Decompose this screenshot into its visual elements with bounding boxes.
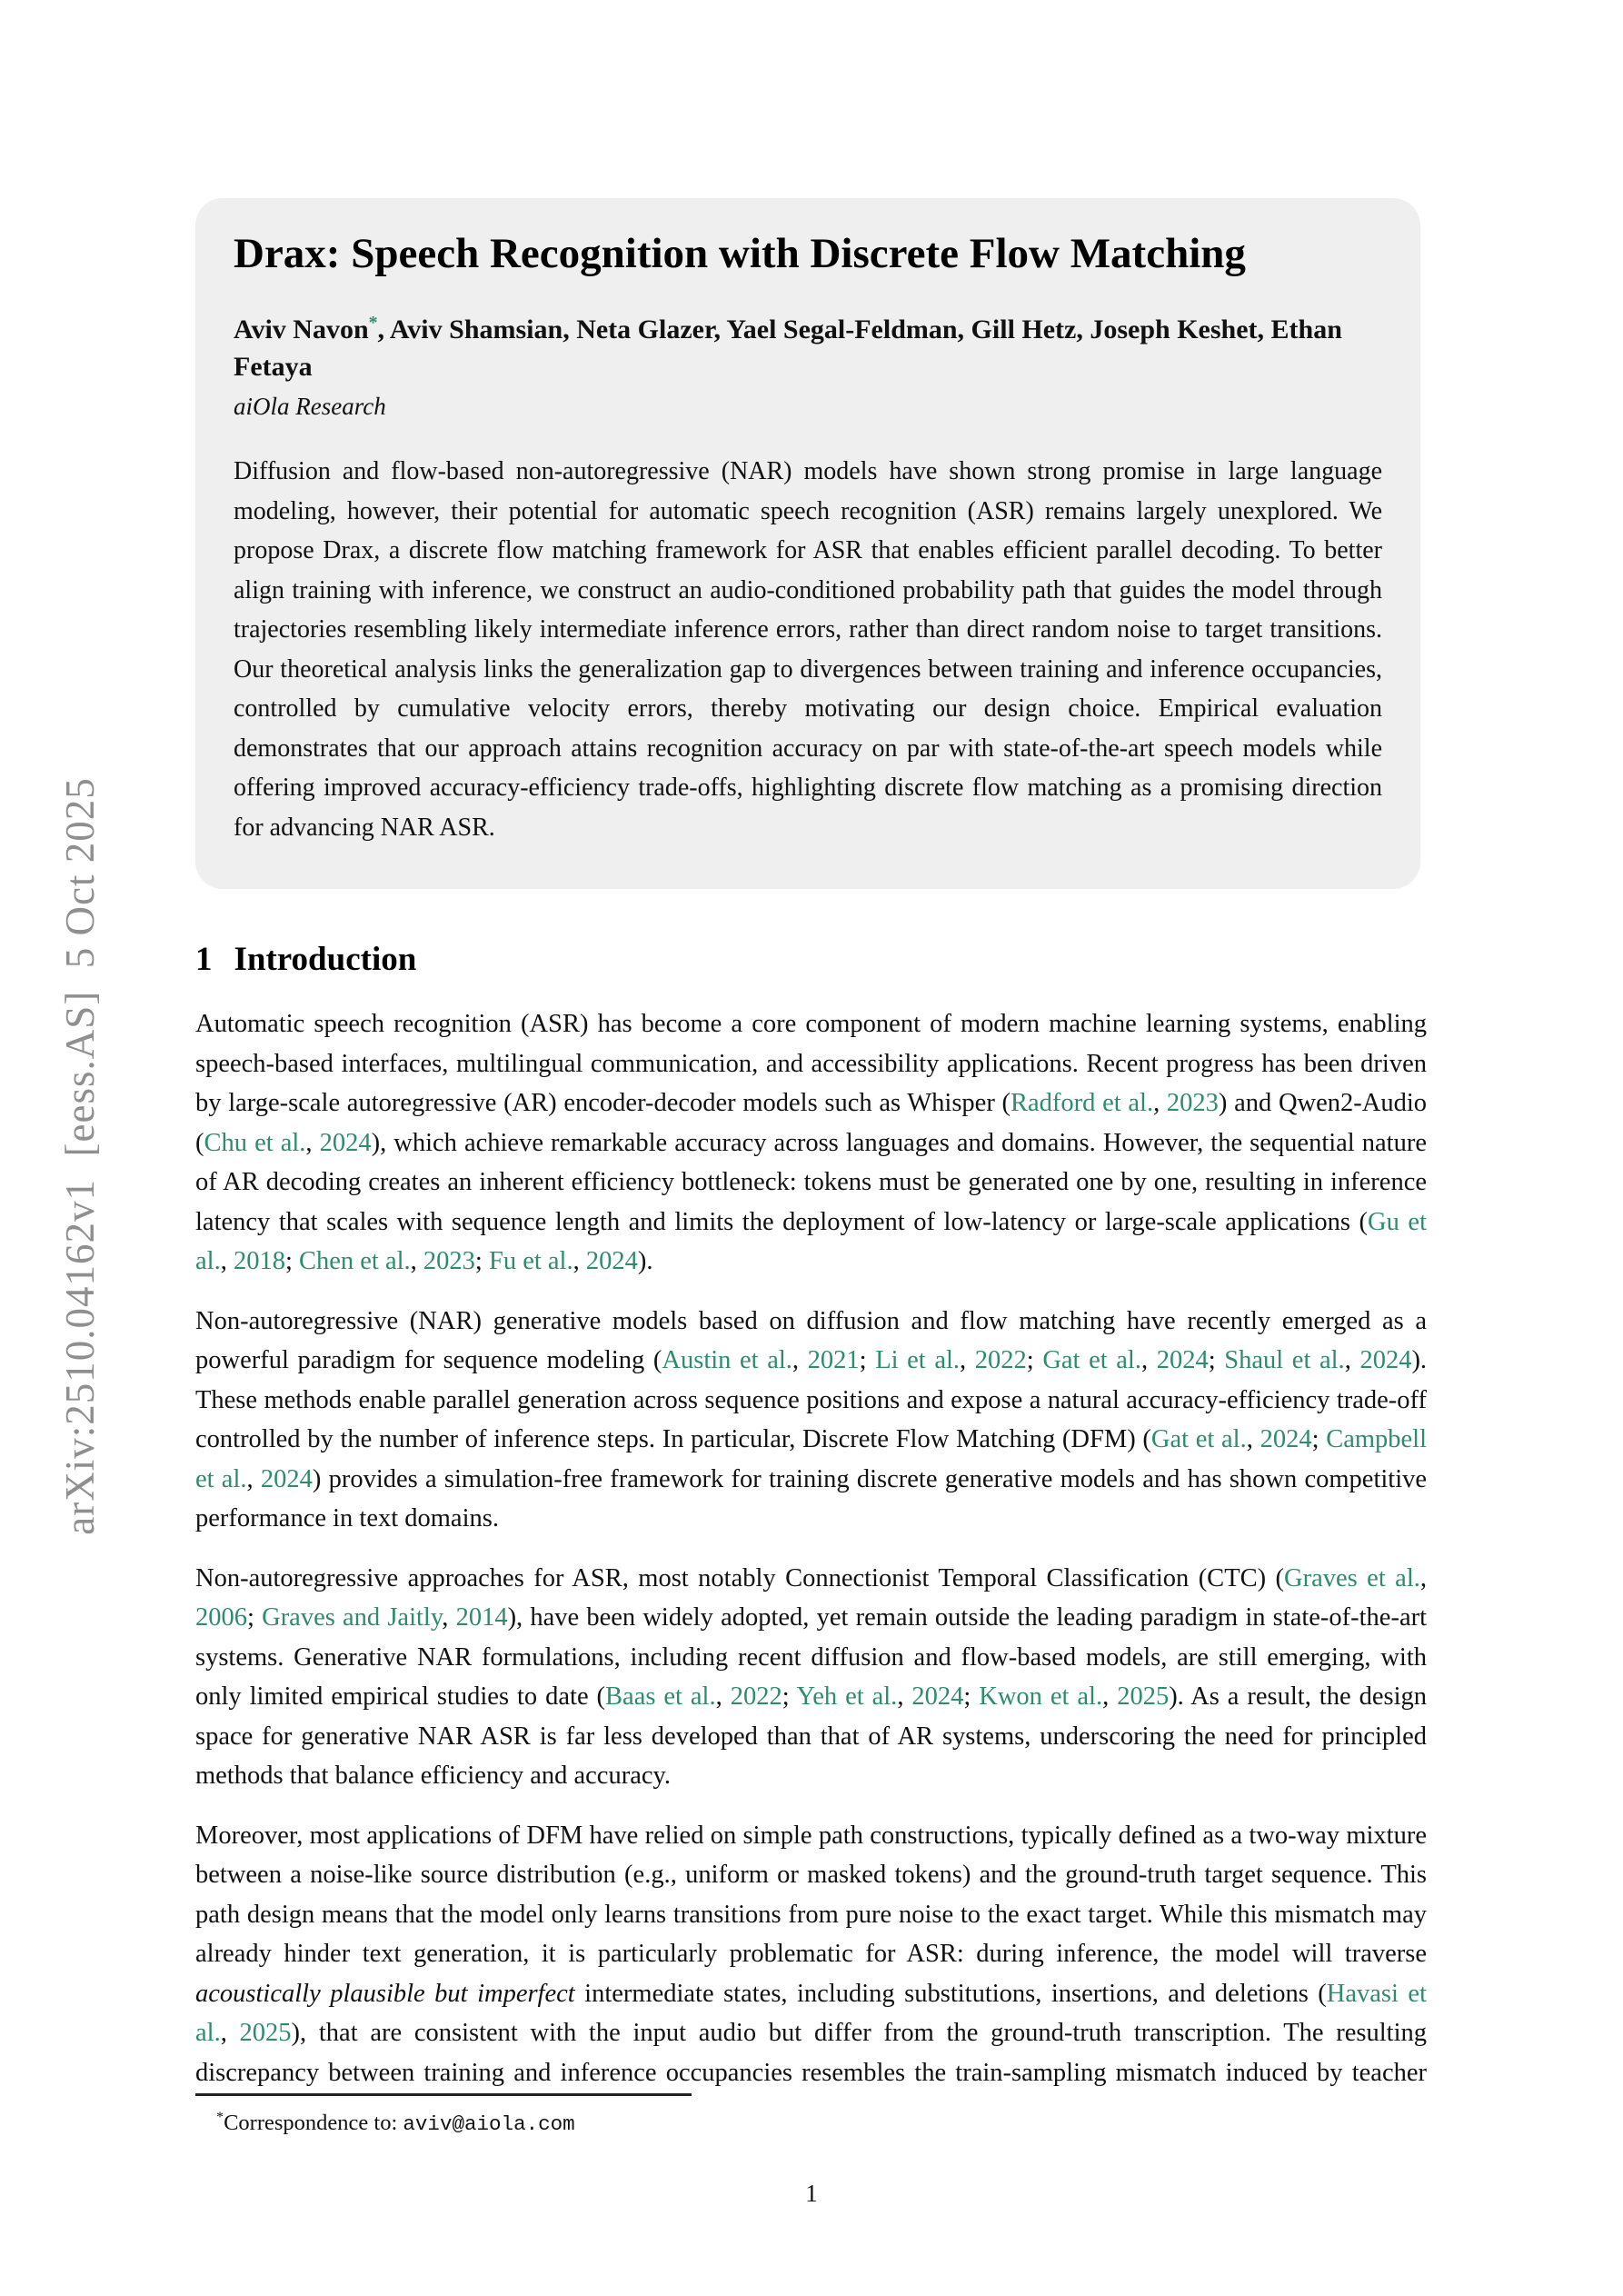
citation-link[interactable]: Austin et al.: [662, 1346, 792, 1374]
citation-link[interactable]: Kwon et al.: [979, 1682, 1103, 1711]
citation-link[interactable]: Yeh et al.: [796, 1682, 898, 1711]
text-segment: ).: [637, 1247, 653, 1275]
citation-link[interactable]: 2025: [1117, 1682, 1170, 1711]
citation-link[interactable]: 2024: [1260, 1425, 1312, 1453]
correspondence-footnote: [216, 2111, 1425, 2136]
text-segment: ,: [305, 1128, 320, 1157]
arxiv-watermark: arXiv:2510.04162v1 [eess.AS] 5 Oct 2025: [57, 777, 103, 1535]
text-segment: ;: [963, 1682, 980, 1711]
text-segment: ), which achieve remarkable accuracy across languages and domains. However, the sequential nature of AR decoding creates an inherent efficiency bottleneck: tokens must be generated one by one, resulting in inference latency that scales with sequence length and limits the deployment of low-latency or large-scale applications (: [195, 1128, 1427, 1236]
citation-link[interactable]: Gat et al.: [1042, 1346, 1141, 1374]
footnote-rule: [195, 2093, 692, 2096]
intro-paragraph-1: [195, 1004, 1427, 1282]
text-segment: *: [216, 2109, 224, 2125]
citation-link[interactable]: 2021: [807, 1346, 860, 1374]
text-segment: ;: [474, 1247, 489, 1275]
citation-link[interactable]: 2024: [319, 1128, 372, 1157]
text-segment: ). As a result, the design space for generative NAR ASR is far less developed than that of AR systems, underscoring the need for principled methods that balance efficiency and accuracy.: [195, 1682, 1427, 1790]
citation-link[interactable]: 2022: [730, 1682, 782, 1711]
text-segment: ,: [220, 2019, 240, 2047]
citation-link[interactable]: Gu et al.: [195, 1207, 1427, 1275]
text-segment: ,: [792, 1346, 808, 1374]
text-segment: ) provides a simulation-free framework for training discrete generative models and has shown competitive performance in text domains.: [195, 1464, 1428, 1532]
citation-link[interactable]: 2006: [195, 1603, 247, 1632]
citation-link[interactable]: Graves and Jaitly: [262, 1603, 443, 1632]
abstract-text: Diffusion and flow-based non-autoregressive (NAR) models have shown strong promise in large language modeling, however, their potential for automatic speech recognition (ASR) remains largely unexplored. We propose Drax, a discrete flow matching framework for ASR that enables efficient parallel decoding. To better align training with inference, we construct an audio-conditioned probability path that guides the model through trajectories resembling likely intermediate inference errors, rather than direct random noise to target transitions. Our theoretical analysis links the generalization gap to divergences between training and inference occupancies, controlled by cumulative velocity errors, thereby motivating our design choice. Empirical evaluation demonstrates that our approach attains recognition accuracy on par with state-of-the-art speech models while offering improved accuracy-efficiency trade-offs, highlighting discrete flow matching as a promising direction for advancing NAR ASR.: [234, 457, 1382, 842]
citation-link[interactable]: Chu et al.: [204, 1128, 306, 1157]
citation-link[interactable]: 2024: [260, 1464, 313, 1493]
citation-link[interactable]: *: [368, 313, 378, 333]
citation-link[interactable]: Chen et al.: [299, 1247, 411, 1275]
text-segment: ). These methods enable parallel generation across sequence positions and expose a natural accuracy-efficiency trade-off controlled by the number of inference steps. In particular, Discrete Flow Matching (DFM) (: [195, 1346, 1428, 1453]
citation-link[interactable]: 2014: [455, 1603, 508, 1632]
citation-link[interactable]: 2022: [974, 1346, 1027, 1374]
text-segment: intermediate states, including substitutions, insertions, and deletions (: [574, 1979, 1327, 2008]
citation-link[interactable]: 2024: [1359, 1346, 1412, 1374]
text-segment: Automatic speech recognition (ASR) has become a core component of modern machine learning systems, enabling speech-based interfaces, multilingual communication, and accessibility applications. Recent progress has been driven by large-scale autoregressive (AR) encoder-decoder models such as Whisper (: [195, 1010, 1427, 1117]
citation-link[interactable]: Graves et al.: [1284, 1563, 1420, 1592]
text-segment: ,: [442, 1603, 456, 1632]
text-segment: Correspondence to:: [224, 2111, 403, 2135]
page-content: [195, 0, 1427, 2112]
text-segment: ;: [247, 1603, 263, 1632]
text-segment: ,: [1246, 1425, 1260, 1453]
citation-link[interactable]: Havasi et al.: [195, 1979, 1427, 2047]
text-segment: ,: [573, 1247, 586, 1275]
text-segment: ,: [1140, 1346, 1157, 1374]
text-segment: ;: [1208, 1346, 1225, 1374]
author-list: [234, 311, 1382, 385]
text-segment: ;: [859, 1346, 876, 1374]
text-segment: ,: [1153, 1089, 1167, 1117]
citation-link[interactable]: 2023: [1166, 1089, 1219, 1117]
section-heading-introduction: [195, 940, 1427, 979]
text-segment: Non-autoregressive approaches for ASR, most notably Connectionist Temporal Classification (CTC) (: [195, 1563, 1285, 1592]
header-card: [195, 198, 1420, 889]
text-segment: aviv@aiola.com: [403, 2112, 575, 2136]
text-segment: acoustically plausible but imperfect: [195, 1979, 575, 2008]
citation-link[interactable]: 2024: [1156, 1346, 1209, 1374]
paper-title: Drax: Speech Recognition with Discrete Flow Matching: [234, 230, 1246, 277]
citation-link[interactable]: Shaul et al.: [1224, 1346, 1345, 1374]
text-segment: ) and Qwen2-Audio (: [195, 1089, 1428, 1157]
citation-link[interactable]: 2023: [423, 1247, 475, 1275]
text-segment: ,: [960, 1346, 975, 1374]
text-segment: Moreover, most applications of DFM have relied on simple path constructions, typically defined as a two-way mixture between a noise-like source distribution (e.g., uniform or masked tokens) and the ground-truth target sequence. This path design means that the model only learns transitions from pure noise to the exact target. While this mismatch may already hinder text generation, it is particularly problematic for ASR: during inference, the model will traverse: [195, 1821, 1427, 1968]
citation-link[interactable]: 2025: [239, 2019, 292, 2047]
text-segment: ;: [1026, 1346, 1043, 1374]
section-title: Introduction: [234, 941, 417, 978]
text-segment: ,: [1344, 1346, 1360, 1374]
text-segment: ;: [1311, 1425, 1327, 1453]
citation-link[interactable]: 2024: [911, 1682, 964, 1711]
section-number: 1: [195, 941, 213, 978]
text-segment: ), that are consistent with the input audio but differ from the ground-truth transcription. The resulting discrepancy between training and inference occupancies resembles the train-sampling mismatch induced by teacher: [195, 2019, 1428, 2087]
text-segment: Non-autoregressive (NAR) generative models based on diffusion and flow matching have recently emerged as a powerful paradigm for sequence modeling (: [195, 1306, 1427, 1374]
affiliation: aiOla Research: [234, 393, 386, 420]
text-segment: ,: [220, 1247, 234, 1275]
text-segment: ,: [897, 1682, 912, 1711]
text-segment: ;: [284, 1247, 299, 1275]
text-segment: ,: [410, 1247, 423, 1275]
citation-link[interactable]: 2018: [233, 1247, 285, 1275]
intro-paragraph-3: [195, 1559, 1427, 1796]
text-segment: ,: [1419, 1563, 1427, 1592]
text-segment: ,: [1102, 1682, 1118, 1711]
text-segment: Aviv Navon: [234, 314, 369, 344]
citation-link[interactable]: Li et al.: [875, 1346, 961, 1374]
citation-link[interactable]: Campbell et al.: [195, 1425, 1428, 1493]
citation-link[interactable]: Radford et al.: [1011, 1089, 1154, 1117]
page-number: 1: [805, 2180, 818, 2207]
text-segment: ,: [715, 1682, 731, 1711]
text-segment: ,: [246, 1464, 261, 1493]
intro-paragraph-4: [195, 1816, 1427, 2093]
citation-link[interactable]: 2024: [585, 1247, 638, 1275]
citation-link[interactable]: Gat et al.: [1150, 1425, 1247, 1453]
citation-link[interactable]: Baas et al.: [605, 1682, 716, 1711]
text-segment: ), have been widely adopted, yet remain outside the leading paradigm in state-of-the-art systems. Generative NAR formulations, including recent diffusion and flow-based models, are still emerging, with only limited empirical studies to date (: [195, 1603, 1427, 1711]
intro-paragraph-2: [195, 1302, 1427, 1539]
text-segment: ;: [782, 1682, 797, 1711]
text-segment: , Aviv Shamsian, Neta Glazer, Yael Segal-Feldman, Gill Hetz, Joseph Keshet, Ethan Fetaya: [234, 314, 1342, 382]
citation-link[interactable]: Fu et al.: [488, 1247, 573, 1275]
